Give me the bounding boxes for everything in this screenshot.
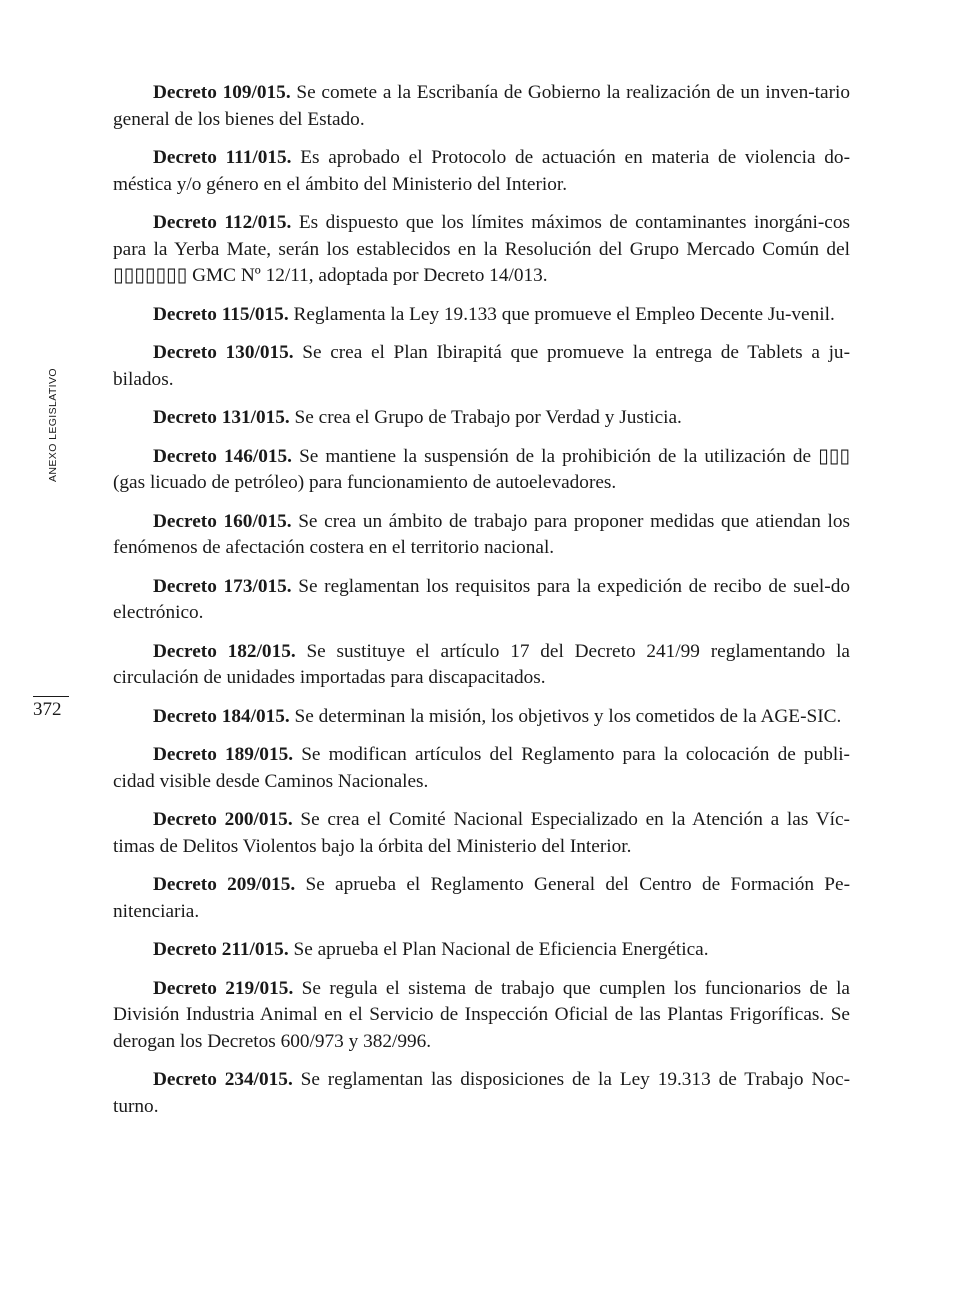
decree-description: Reglamenta la Ley 19.133 que promueve el Empleo Decente Ju-venil. bbox=[288, 303, 835, 325]
decree-description: Se aprueba el Reglamento General del Centro de Formación Pe-nitenciaria. bbox=[113, 874, 850, 922]
decree-number: Decreto 146/015. bbox=[153, 445, 292, 467]
decree-number: Decreto 184/015. bbox=[153, 705, 290, 727]
decree-description: Se modifican artículos del Reglamento para la colocación de publi-cidad visible desde Caminos Nacionales. bbox=[113, 744, 850, 792]
decree-entry bbox=[113, 937, 850, 964]
decree-number: Decreto 109/015. bbox=[153, 82, 291, 103]
decree-entry bbox=[113, 704, 850, 731]
decree-list bbox=[113, 80, 850, 1132]
decree-description: Se reglamentan las disposiciones de la Ley 19.313 de Trabajo Noc-turno. bbox=[113, 1069, 850, 1117]
decree-number: Decreto 182/015. bbox=[153, 640, 296, 662]
decree-description: Se determinan la misión, los objetivos y los cometidos de la AGE-SIC. bbox=[289, 705, 842, 727]
decree-description: Se crea el Comité Nacional Especializado en la Atención a las Víc-timas de Delitos Violentos bajo la órbita del Ministerio del Interior. bbox=[113, 809, 850, 857]
decree-description: Se mantiene la suspensión de la prohibición de la utilización de ▯▯▯ (gas licuado de petróleo) para funcionamiento de autoelevadores. bbox=[113, 445, 850, 493]
decree-entry bbox=[113, 444, 850, 497]
decree-number: Decreto 234/015. bbox=[153, 1069, 293, 1090]
decree-entry bbox=[113, 145, 850, 198]
decree-description: Es aprobado el Protocolo de actuación en materia de violencia do-méstica y/o género en el ámbito del Ministerio del Interior. bbox=[113, 147, 850, 195]
decree-description: Se crea un ámbito de trabajo para proponer medidas que atiendan los fenómenos de afectación costera en el territorio nacional. bbox=[113, 510, 850, 558]
decree-number: Decreto 189/015. bbox=[153, 744, 294, 765]
decree-description: Es dispuesto que los límites máximos de contaminantes inorgáni-cos para la Yerba Mate, serán los establecidos en la Resolución del Grupo Mercado Común del ▯▯▯▯▯▯▯ GMC Nº 12/11, adoptada por Decreto 14/013. bbox=[113, 212, 850, 286]
decree-entry bbox=[113, 340, 850, 393]
decree-number: Decreto 112/015. bbox=[153, 212, 292, 233]
decree-entry bbox=[113, 405, 850, 432]
decree-number: Decreto 130/015. bbox=[153, 342, 294, 363]
decree-entry bbox=[113, 80, 850, 133]
decree-description: Se sustituye el artículo 17 del Decreto 241/99 reglamentando la circulación de unidades importadas para discapacitados. bbox=[113, 640, 850, 688]
decree-number: Decreto 209/015. bbox=[153, 874, 296, 895]
decree-entry bbox=[113, 574, 850, 627]
decree-entry bbox=[113, 1067, 850, 1120]
decree-entry bbox=[113, 509, 850, 562]
decree-number: Decreto 115/015. bbox=[153, 303, 289, 325]
decree-entry bbox=[113, 872, 850, 925]
decree-description: Se comete a la Escribanía de Gobierno la realización de un inven-tario general de los bienes del Estado. bbox=[113, 82, 850, 130]
decree-entry bbox=[113, 742, 850, 795]
decree-number: Decreto 173/015. bbox=[153, 575, 292, 597]
decree-number: Decreto 160/015. bbox=[153, 510, 292, 532]
page-number: 372 bbox=[33, 696, 69, 721]
decree-description: Se reglamentan los requisitos para la expedición de recibo de suel-do electrónico. bbox=[113, 575, 850, 623]
decree-description: Se aprueba el Plan Nacional de Eficiencia Energética. bbox=[288, 939, 709, 960]
decree-entry bbox=[113, 302, 850, 329]
decree-number: Decreto 131/015. bbox=[153, 407, 290, 428]
decree-number: Decreto 111/015. bbox=[153, 147, 292, 168]
decree-entry bbox=[113, 807, 850, 860]
decree-entry bbox=[113, 976, 850, 1056]
decree-entry bbox=[113, 639, 850, 692]
decree-number: Decreto 200/015. bbox=[153, 809, 293, 830]
decree-number: Decreto 211/015. bbox=[153, 939, 289, 960]
decree-description: Se crea el Grupo de Trabajo por Verdad y Justicia. bbox=[289, 407, 682, 428]
decree-description: Se crea el Plan Ibirapitá que promueve la entrega de Tablets a ju-bilados. bbox=[113, 342, 850, 390]
decree-number: Decreto 219/015. bbox=[153, 977, 294, 999]
decree-description: Se regula el sistema de trabajo que cumplen los funcionarios de la División Industria Animal en el Servicio de Inspección Oficial de las Plantas Frigoríficas. Se derogan los Decretos 600/973 y 382/996. bbox=[113, 977, 850, 1052]
decree-entry bbox=[113, 210, 850, 290]
running-side-label: ANEXO LEGISLATIVO bbox=[47, 368, 59, 482]
